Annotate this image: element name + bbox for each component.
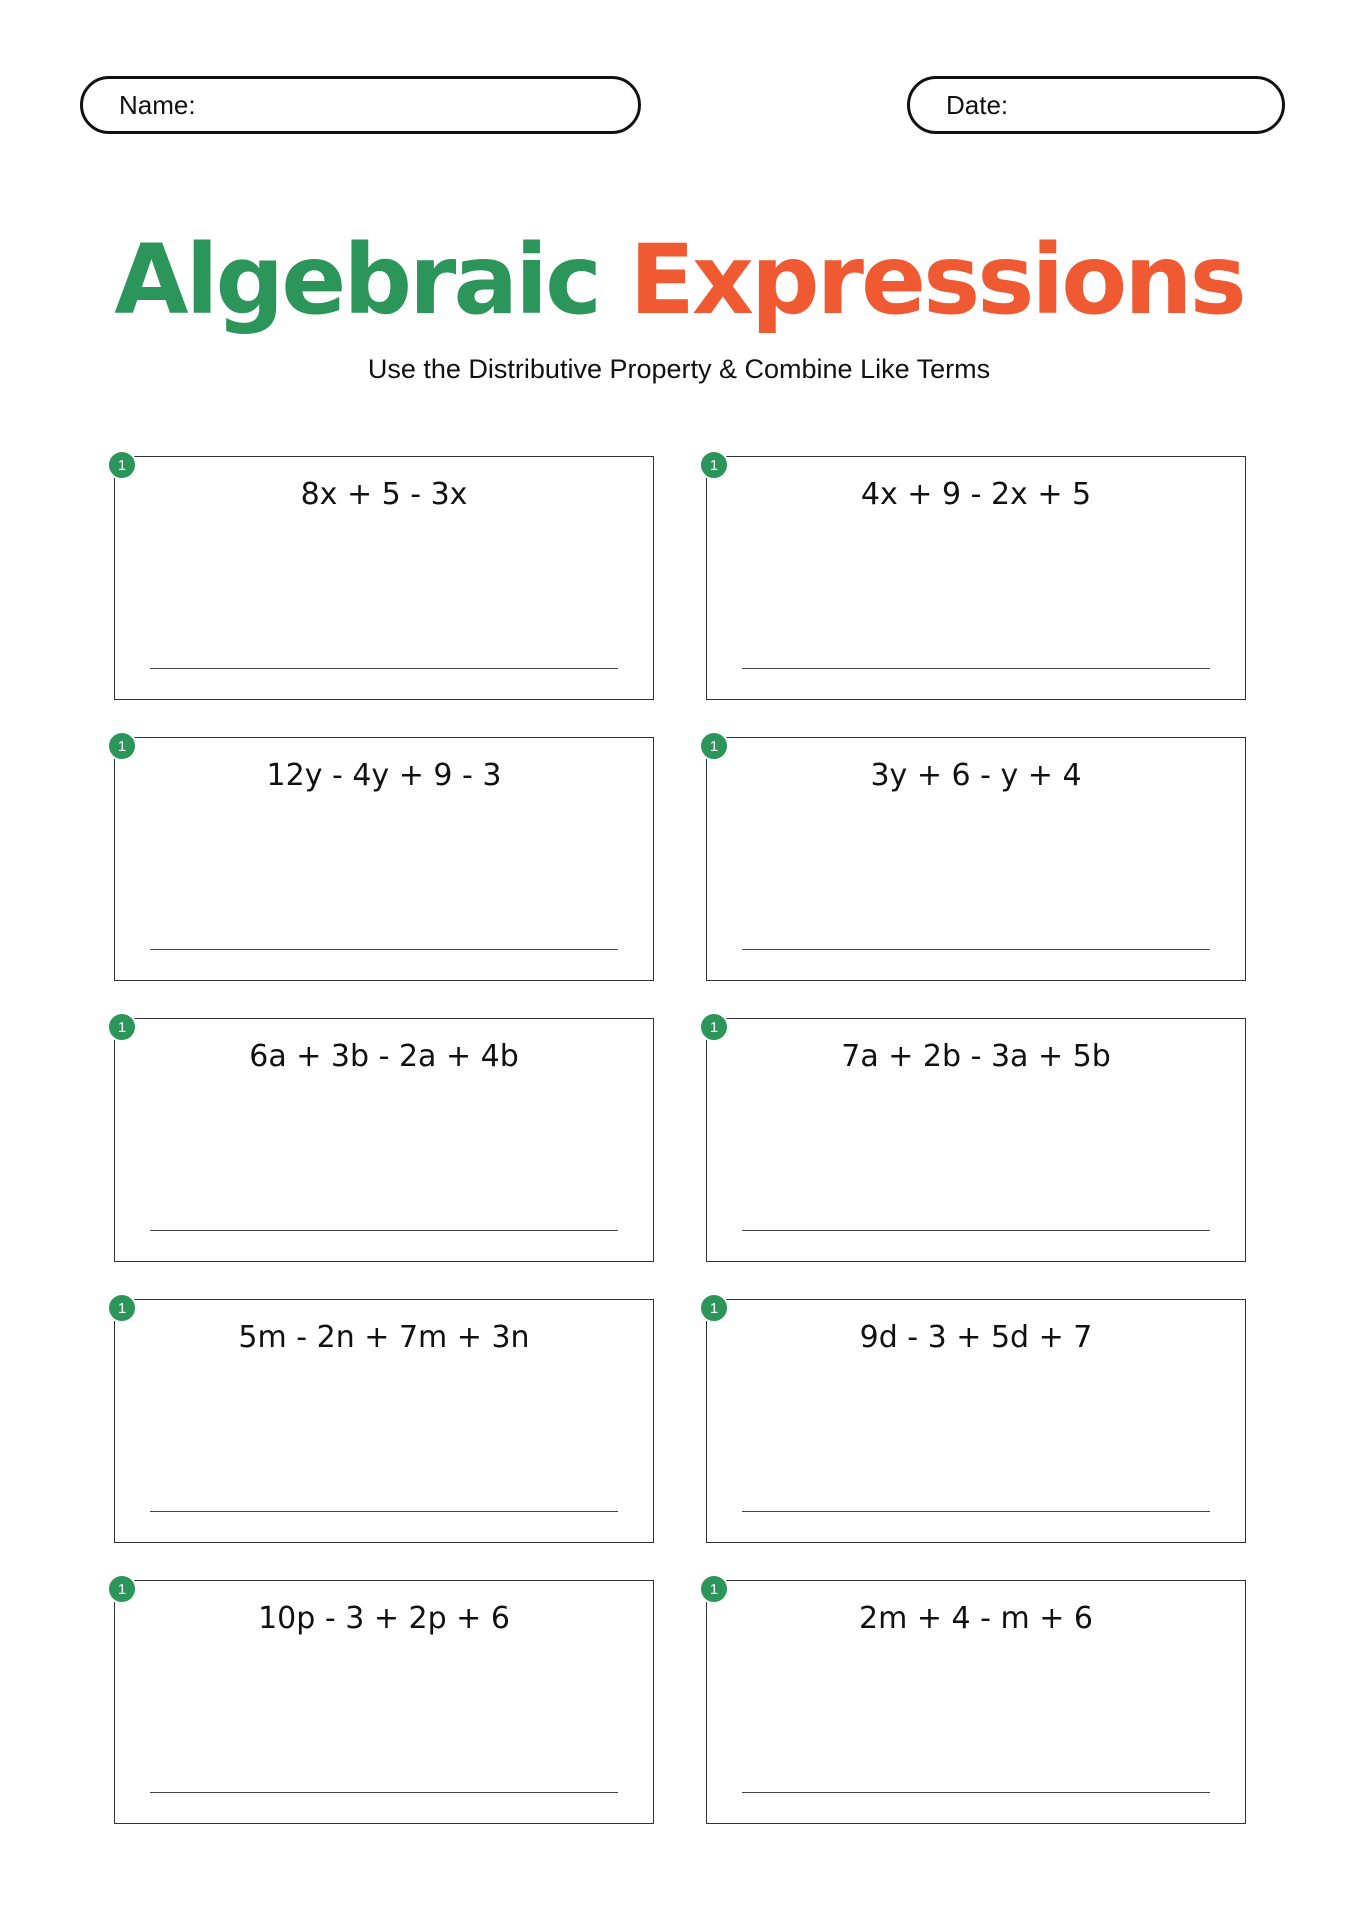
problem-number-badge: 1	[107, 1293, 137, 1323]
problem-number-badge: 1	[699, 1012, 729, 1042]
title-part-1: Algebraic	[114, 224, 599, 336]
page-title	[0, 224, 1358, 336]
problem-expression: 3y + 6 - y + 4	[870, 758, 1082, 793]
answer-line[interactable]	[742, 1511, 1210, 1512]
problem-expression: 5m - 2n + 7m + 3n	[238, 1320, 530, 1355]
problem-card	[706, 1580, 1246, 1824]
problem-card	[706, 456, 1246, 700]
problem-expression: 4x + 9 - 2x + 5	[860, 477, 1092, 512]
problem-number-badge: 1	[107, 1574, 137, 1604]
problem-card	[114, 456, 654, 700]
problem-expression: 9d - 3 + 5d + 7	[859, 1320, 1093, 1355]
problem-card	[706, 737, 1246, 981]
problem-card	[114, 1580, 654, 1824]
page-subtitle: Use the Distributive Property & Combine Like Terms	[367, 354, 991, 384]
answer-line[interactable]	[150, 1230, 618, 1231]
problem-card	[114, 1018, 654, 1262]
name-label: Name:	[119, 89, 196, 120]
date-label: Date:	[946, 89, 1009, 120]
problem-number-badge: 1	[107, 1012, 137, 1042]
answer-line[interactable]	[742, 1792, 1210, 1793]
problem-card	[114, 737, 654, 981]
problem-card	[706, 1018, 1246, 1262]
problem-number-badge: 1	[107, 731, 137, 761]
answer-line[interactable]	[150, 949, 618, 950]
problem-number-badge: 1	[699, 450, 729, 480]
date-field[interactable]	[907, 76, 1285, 134]
answer-line[interactable]	[150, 668, 618, 669]
problem-expression: 8x + 5 - 3x	[300, 477, 468, 512]
answer-line[interactable]	[742, 949, 1210, 950]
problem-card	[706, 1299, 1246, 1543]
problem-number-badge: 1	[107, 450, 137, 480]
problem-expression: 12y - 4y + 9 - 3	[266, 758, 502, 793]
problem-expression: 10p - 3 + 2p + 6	[258, 1601, 510, 1636]
answer-line[interactable]	[150, 1511, 618, 1512]
problem-expression: 2m + 4 - m + 6	[858, 1601, 1094, 1636]
problem-expression: 7a + 2b - 3a + 5b	[841, 1039, 1111, 1074]
title-part-2: Expressions	[629, 224, 1244, 336]
problem-expression: 6a + 3b - 2a + 4b	[249, 1039, 519, 1074]
name-field[interactable]	[80, 76, 641, 134]
problem-number-badge: 1	[699, 1574, 729, 1604]
problem-number-badge: 1	[699, 731, 729, 761]
problem-card	[114, 1299, 654, 1543]
answer-line[interactable]	[742, 1230, 1210, 1231]
problem-number-badge: 1	[699, 1293, 729, 1323]
answer-line[interactable]	[150, 1792, 618, 1793]
answer-line[interactable]	[742, 668, 1210, 669]
